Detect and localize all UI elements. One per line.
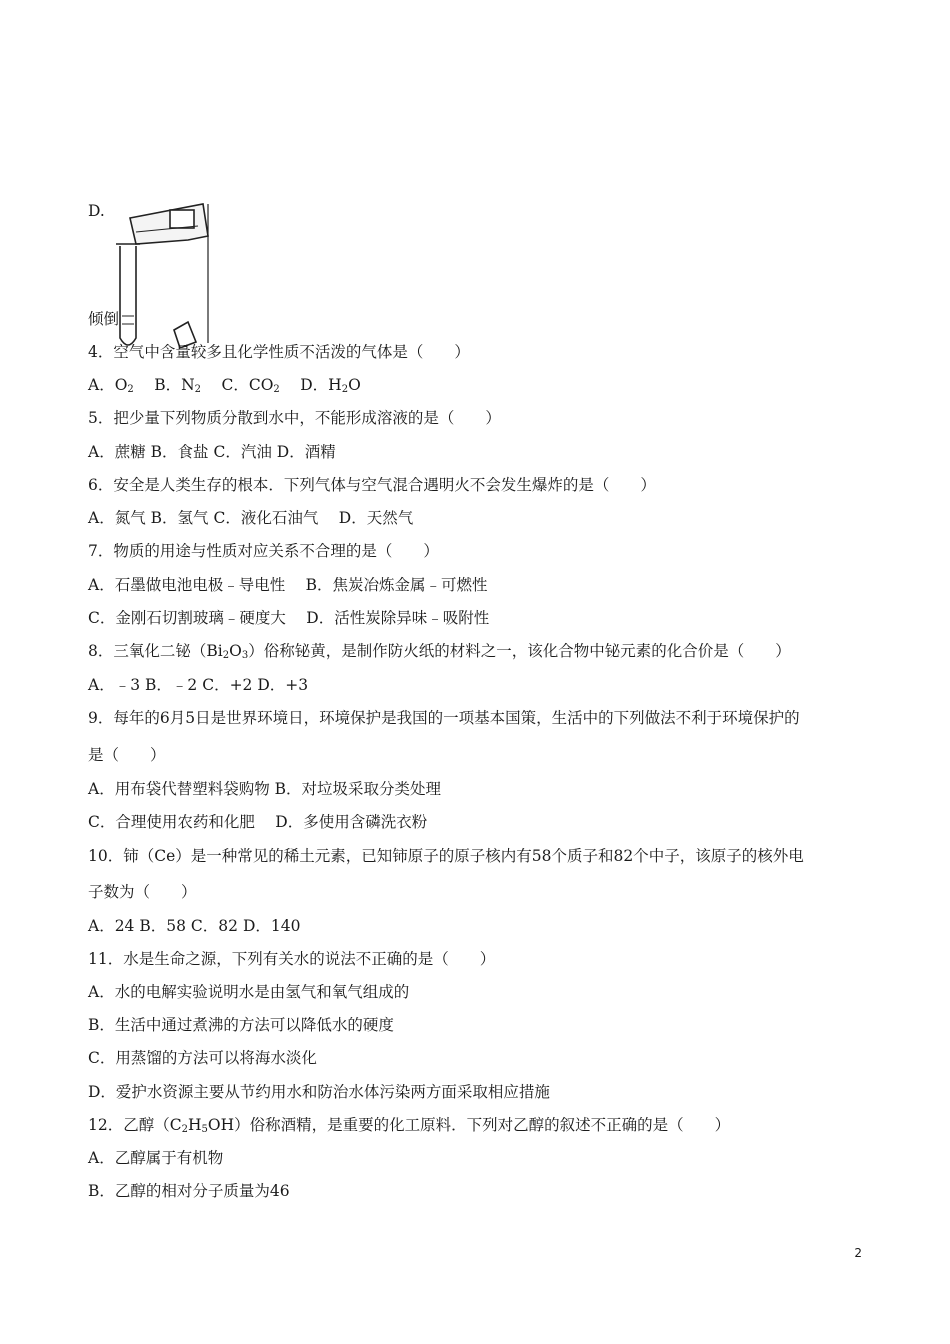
option-d: D．$H_2O$ [300, 376, 361, 395]
question-8-stem: 8．三氧化二铋$(Bi_2O_3)$俗称铋黄，是制作防火纸的材料之一，该化合物中铋元素的化合价是（ ） [88, 642, 791, 661]
pouring-liquid-illustration [108, 198, 218, 356]
question-4-stem: 4．空气中含量较多且化学性质不活泼的气体是（ ） [88, 343, 470, 361]
question-11-option-a: A．水的电解实验说明水是由氢气和氧气组成的 [88, 983, 410, 1001]
option-a: A．﹣3 [88, 676, 141, 694]
question-9-stem-line2: 是（ ） [88, 746, 166, 764]
question-11-option-c: C．用蒸馏的方法可以将海水淡化 [88, 1049, 317, 1067]
option-c: C．汽油 [213, 443, 272, 461]
question-9-options-row2: C．合理使用农药和化肥 D．多使用含磷洗衣粉 [88, 813, 428, 831]
question-7-options-row1: A．石墨做电池电极﹣导电性 B．焦炭冶炼金属﹣可燃性 [88, 576, 488, 594]
option-a: A．24 [88, 917, 135, 935]
option-c: C．+2 [202, 676, 253, 694]
option-a: A．$O_2$ [88, 376, 134, 395]
option-b: B．﹣2 [145, 676, 198, 694]
question-8-options [88, 674, 308, 696]
question-6-stem: 6．安全是人类生存的根本．下列气体与空气混合遇明火不会发生爆炸的是（ ） [88, 476, 656, 494]
question-12-stem: 12．乙醇$(C_2H_5OH)$俗称酒精，是重要的化工原料．下列对乙醇的叙述不正确的是（ ） [88, 1116, 731, 1135]
option-d: D．140 [242, 917, 301, 935]
question-10-stem-line1: 10．铈（Ce）是一种常见的稀土元素，已知铈原子的原子核内有58个质子和82个中子，该原子的核外电 [88, 847, 804, 865]
page-number: 2 [854, 1246, 862, 1260]
question-5-options [88, 441, 336, 463]
option-d-label: D. [88, 202, 105, 220]
question-10-options [88, 915, 300, 937]
question-9-options-row1: A．用布袋代替塑料袋购物 B．对垃圾采取分类处理 [88, 780, 442, 798]
question-9-stem-line1: 9．每年的6月5日是世界环境日，环境保护是我国的一项基本国策，生活中的下列做法不利于环境保护的 [88, 709, 800, 727]
question-7-stem: 7．物质的用途与性质对应关系不合理的是（ ） [88, 542, 439, 560]
option-d: D．天然气 [338, 509, 414, 527]
question-11-option-b: B．生活中通过煮沸的方法可以降低水的硬度 [88, 1016, 394, 1034]
question-12-option-a: A．乙醇属于有机物 [88, 1149, 224, 1167]
option-c: C．液化石油气 [213, 509, 319, 527]
question-12-option-b: B．乙醇的相对分子质量为46 [88, 1182, 290, 1200]
option-b: B．食盐 [150, 443, 209, 461]
option-c: C．$CO_2$ [221, 376, 280, 395]
option-b: B．氢气 [150, 509, 209, 527]
caption-fragment: 倾倒 [88, 310, 120, 328]
option-b: B．58 [139, 917, 186, 935]
question-4-options [88, 374, 361, 396]
question-11-option-d: D．爱护水资源主要从节约用水和防治水体污染两方面采取相应措施 [88, 1083, 550, 1101]
option-a: A．蔗糖 [88, 443, 146, 461]
option-d: D．酒精 [276, 443, 336, 461]
question-7-options-row2: C．金刚石切割玻璃﹣硬度大 D．活性炭除异味﹣吸附性 [88, 609, 490, 627]
option-b: B．$N_2$ [154, 376, 202, 395]
question-5-stem: 5．把少量下列物质分散到水中，不能形成溶液的是（ ） [88, 409, 501, 427]
option-c: C．82 [190, 917, 239, 935]
question-11-stem: 11．水是生命之源，下列有关水的说法不正确的是（ ） [88, 950, 496, 968]
question-6-options [88, 507, 413, 529]
question-10-stem-line2: 子数为（ ） [88, 883, 197, 901]
option-d: D．+3 [257, 676, 309, 694]
option-a: A．氮气 [88, 509, 146, 527]
